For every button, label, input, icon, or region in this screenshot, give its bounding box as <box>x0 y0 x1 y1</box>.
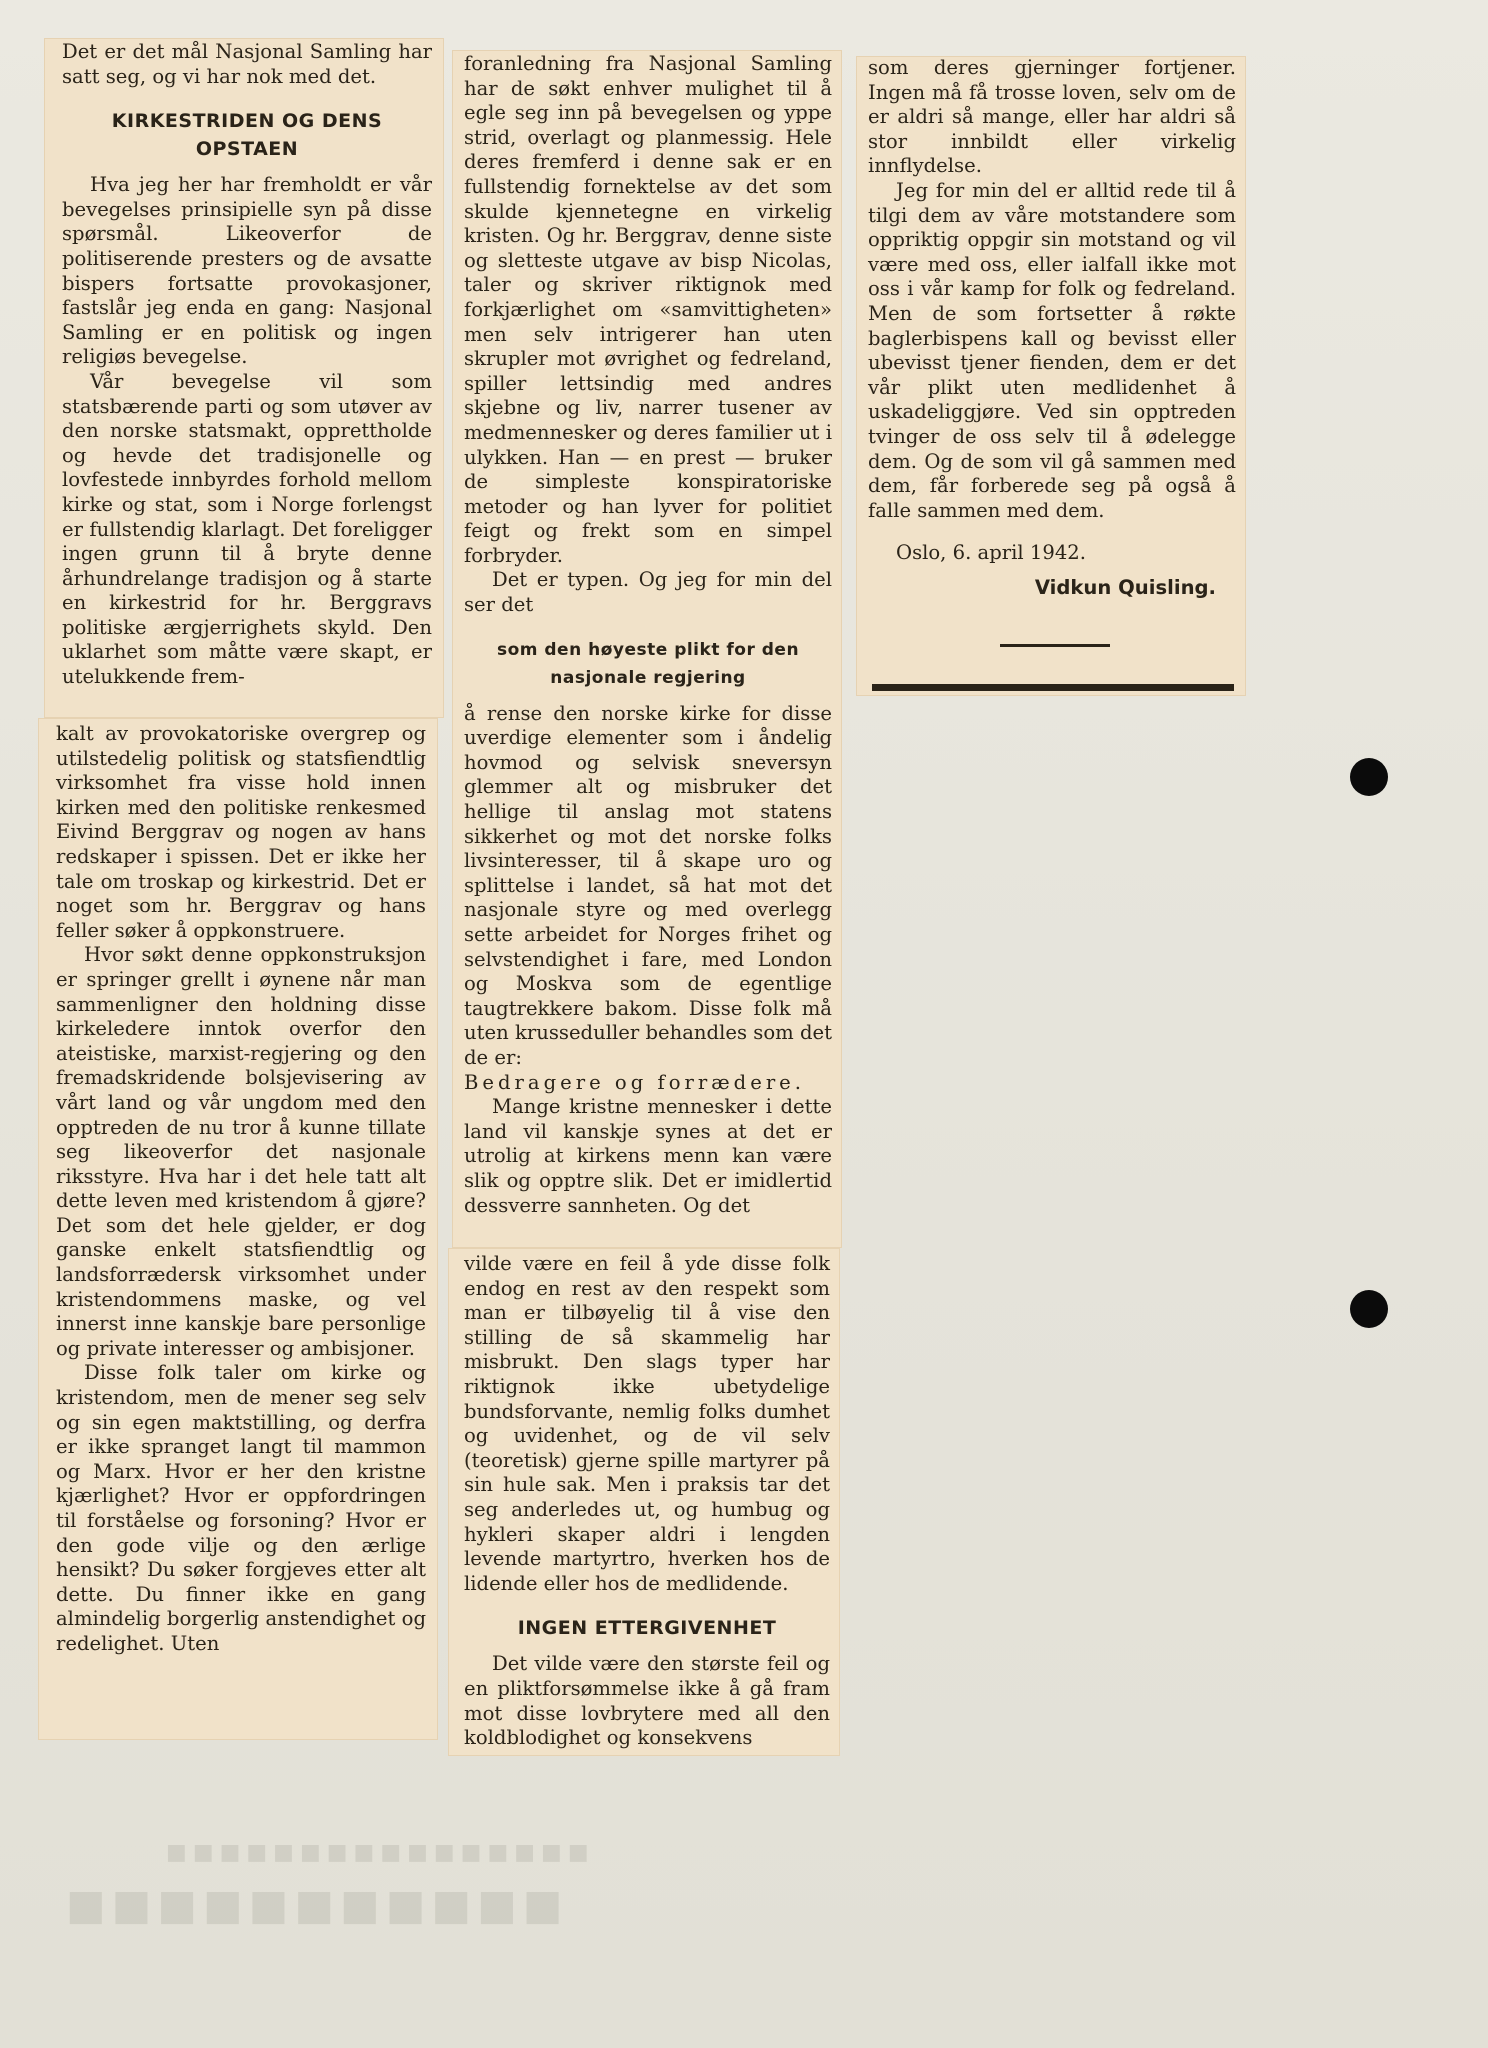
col2-bottom-text <box>464 1252 830 1751</box>
paragraph: Vår bevegelse vil som statsbærende parti og som utøver av den norske statsmakt, opprettholde og hevde det tradisjonelle og lovfestede innbyrdes forhold mellom kirke og stat, som i Norge forlengst er fullstendig klarlagt. Det foreligger ingen grunn til å bryte denne århundrelange tradisjon og å starte en kirkestrid for hr. Berggravs politiske ærgjerrighets skyld. Den uklarhet som måtte være skapt, er utelukkende frem- <box>62 369 432 689</box>
subheading: som den høyeste plikt for den nasjonale regjering <box>496 639 800 688</box>
paragraph: vilde være en feil å yde disse folk endog en rest av den respekt som man er tilbøyelig til å vise den stilling de så skammelig har misbrukt. Den slags typer har riktignok ikke ubetydelige bundsforvante, nemlig folks dumhet og uvidenhet, og de vil selv (teoretisk) gjerne spille martyrer på sin hule sak. Men i praksis tar det seg anderledes ut, og humbug og hykleri skaper aldri i lengden levende martyrtro, hverken hos de lidende eller hos de medlidende. <box>464 1252 830 1595</box>
clipping-col3 <box>856 56 1246 696</box>
signature: Vidkun Quisling. <box>1034 575 1216 599</box>
punch-hole-bottom <box>1350 1290 1388 1328</box>
clipping-col1-bottom <box>38 718 438 1740</box>
bleed-through-stamp: ■■■■■■■■■■■ <box>60 1880 563 1929</box>
paragraph: å rense den norske kirke for disse uverdige elementer som i åndelig hovmod og selvisk sneversyn glemmer alt og misbruker det hellige til anslag mot statens sikkerhet og mot det norske folks livsinteresser, til å skape uro og splittelse i landet, så hat mot det nasjonale styre og med overlegg sette arbeidet for Norges frihet og selvstendighet i fare, med London og Moskva som de egentlige taugtrekkere bakom. Disse folk må uten krusseduller behandles som det de er: <box>464 701 832 1069</box>
clipping-col2-bottom <box>448 1248 840 1756</box>
end-rule <box>872 684 1234 691</box>
clipping-col2-top <box>452 50 842 1248</box>
paragraph: Det er typen. Og jeg for min del ser det <box>464 568 832 617</box>
paragraph: Det vilde være den største feil og en pliktforsømmelse ikke å gå fram mot disse lovbrytere med all den koldblodighet og konsekvens <box>464 1652 830 1750</box>
section-heading: KIRKESTRIDEN OG DENS OPSTAEN <box>111 110 383 161</box>
paragraph: Disse folk taler om kirke og kristendom, men de mener seg selv og sin egen maktstilling, og derfra er ikke spranget langt til mammon og Marx. Hvor er her den kristne kjærlighet? Hvor er oppfordringen til forståelse og forsoning? Hvor er den gode vilje og den ærlige hensikt? Du søker forgjeves etter alt dette. Du finner ikke en gang almindelig borgerlig anstendighet og redelighet. Uten <box>56 1361 426 1655</box>
paragraph: som deres gjerninger fortjener. Ingen må få trosse loven, selv om de er aldri så mange, eller har aldri så stor innbildt eller virkelig innflydelse. <box>868 56 1236 178</box>
col2-top-text <box>464 52 832 1218</box>
section-heading: INGEN ETTERGIVENHET <box>517 1617 777 1640</box>
col1-bottom-text <box>56 722 426 1657</box>
signature-underline <box>1000 644 1110 647</box>
emphasized-text: Bedragere og forrædere. <box>464 1070 806 1094</box>
paragraph: foranledning fra Nasjonal Samling har de søkt enhver mulighet til å egle seg inn på bevegelsen og yppe strid, overlagt og planmessig. Hele deres fremferd i denne sak er en fullstendig fornektelse av det som skulde kjennetegne en virkelig kristen. Og hr. Berggrav, denne siste og sletteste utgave av bisp Nicolas, taler og skriver riktignok med forkjærlighet om «samvittigheten» men selv intrigerer han uten skrupler mot øvrighet og fedreland, spiller lettsindig med andres skjebne og liv, narrer tusener av medmennesker og deres familier ut i ulykken. Han — en prest — bruker de simpleste konspiratoriske metoder og han lyver for politiet feigt og frekt som en simpel forbryder. <box>464 52 832 567</box>
paragraph: Mange kristne mennesker i dette land vil kanskje synes at det er utrolig at kirkens menn kan være slik og opptre slik. Det er imidlertid dessverre sannheten. Og det <box>464 1095 832 1217</box>
bleed-through-stamp-2: ■■■■■■■■■■■■■■■■ <box>160 1840 589 1865</box>
punch-hole-top <box>1350 758 1388 796</box>
dateline: Oslo, 6. april 1942. <box>896 541 1087 565</box>
paragraph: Hva jeg her har fremholdt er vår bevegelses prinsipielle syn på disse spørsmål. Likeoverfor de politiserende presters og de avsatte bispers fortsatte provokasjoner, fastslår jeg enda en gang: Nasjonal Samling er en politisk og ingen religiøs bevegelse. <box>62 173 432 369</box>
paragraph: Jeg for min del er alltid rede til å tilgi dem av våre motstandere som oppriktig oppgir sin motstand og vil være med oss, eller ialfall ikke mot oss i vår kamp for folk og fedreland. Men de som fortsetter å røkte baglerbispens kall og bevisst eller ubevisst tjener fienden, dem er det vår plikt uten medlidenhet å uskadeliggjøre. Ved sin opptreden tvinger de oss selv til å ødelegge dem. Og de som vil gå sammen med dem, får forberede seg på også å falle sammen med dem. <box>868 178 1236 522</box>
col3-text <box>868 56 1236 600</box>
paragraph: kalt av provokatoriske overgrep og utilstedelig politisk og statsfiendtlig virksomhet fra visse hold innen kirken med den politiske renkesmed Eivind Berggrav og nogen av hans redskaper i spissen. Det er ikke her tale om troskap og kirkestrid. Det er noget som hr. Berggrav og hans feller søker å oppkonstruere. <box>56 722 426 942</box>
clipping-col1-top <box>44 38 444 718</box>
col1-top-text <box>62 40 432 690</box>
paragraph: Det er det mål Nasjonal Samling har satt seg, og vi har nok med det. <box>62 40 432 88</box>
paragraph: Hvor søkt denne oppkonstruksjon er springer grellt i øynene når man sammenligner den holdning disse kirkeledere inntok overfor den ateistiske, marxist-regjering og den fremadskridende bolsjevisering av vårt land og vår ungdom med den opptreden de nu tror å kunne tillate seg likeoverfor det nasjonale riksstyre. Hva har i det hele tatt alt dette leven med kristendom å gjøre? Det som det hele gjelder, er dog ganske enkelt statsfiendtlig og landsforrædersk virksomhet under kristendommens maske, og vel innerst inne kanskje bare personlige og private interesser og ambisjoner. <box>56 943 426 1360</box>
